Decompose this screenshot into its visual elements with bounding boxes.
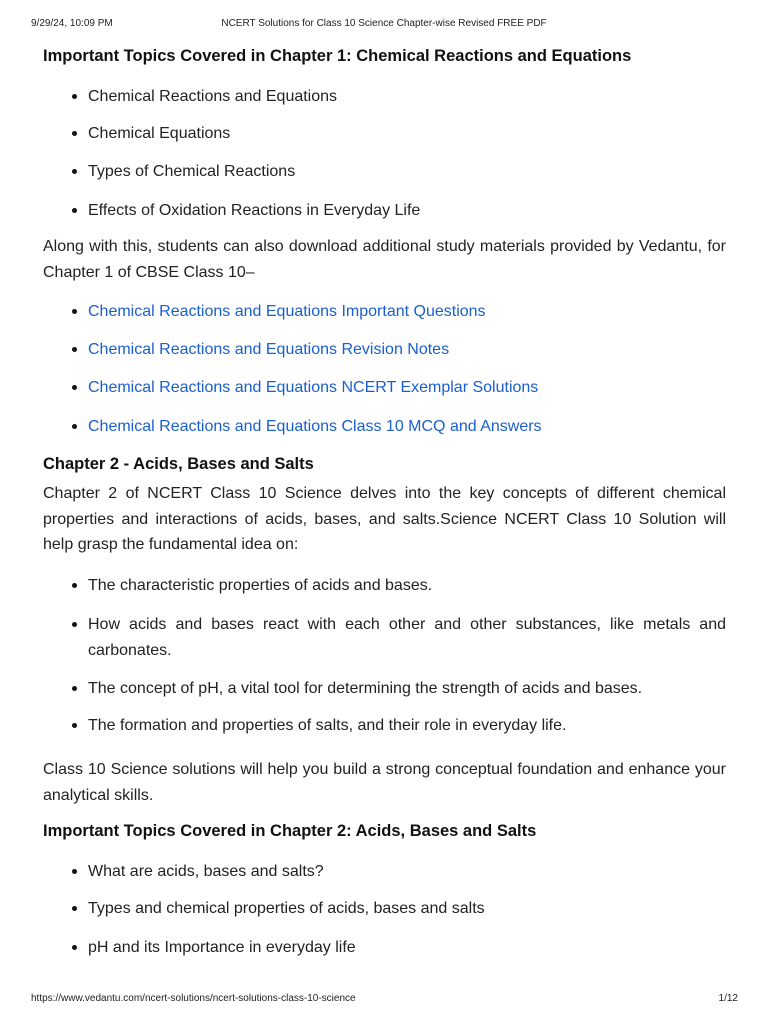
bullet-icon xyxy=(72,309,77,314)
list-item xyxy=(88,896,726,922)
link-text[interactable]: Chemical Reactions and Equations Important Questions xyxy=(88,303,486,320)
print-datetime: 9/29/24, 10:09 PM xyxy=(31,18,113,29)
chapter2-heading: Chapter 2 - Acids, Bases and Salts xyxy=(43,455,314,473)
bullet-icon xyxy=(72,869,77,874)
bullet-icon xyxy=(72,723,77,728)
bullet-icon xyxy=(72,622,77,627)
list-item-text: How acids and bases react with each other and other substances, like metals and carbonates. xyxy=(88,616,726,659)
chapter2-closing: Class 10 Science solutions will help you build a strong conceptual foundation and enhance your analytical skills. xyxy=(43,761,726,804)
list-item-text: pH and its Importance in everyday life xyxy=(88,939,356,956)
bullet-icon xyxy=(72,347,77,352)
bullet-icon xyxy=(72,945,77,950)
print-url: https://www.vedantu.com/ncert-solutions/ncert-solutions-class-10-science xyxy=(31,993,356,1004)
study-material-link[interactable] xyxy=(88,337,726,363)
list-item-text: Types and chemical properties of acids, bases and salts xyxy=(88,900,485,917)
list-item xyxy=(88,84,726,110)
bullet-icon xyxy=(72,424,77,429)
print-page-title: NCERT Solutions for Class 10 Science Chapter-wise Revised FREE PDF xyxy=(221,18,547,29)
list-item-text: The concept of pH, a vital tool for determining the strength of acids and bases. xyxy=(88,680,643,697)
link-text[interactable]: Chemical Reactions and Equations Revision Notes xyxy=(88,341,450,358)
list-item-text: Types of Chemical Reactions xyxy=(88,163,296,180)
bullet-icon xyxy=(72,906,77,911)
link-text[interactable]: Chemical Reactions and Equations NCERT Exemplar Solutions xyxy=(88,379,539,396)
list-item xyxy=(88,713,726,739)
bullet-icon xyxy=(72,385,77,390)
bullet-icon xyxy=(72,686,77,691)
bullet-icon xyxy=(72,208,77,213)
page-number: 1/12 xyxy=(718,993,738,1004)
list-item xyxy=(88,676,726,702)
study-material-link[interactable] xyxy=(88,299,726,325)
list-item xyxy=(88,159,726,185)
list-item xyxy=(88,198,726,224)
list-item xyxy=(88,859,726,885)
list-item xyxy=(88,573,726,599)
study-material-link[interactable] xyxy=(88,414,726,440)
chapter2-description: Chapter 2 of NCERT Class 10 Science delves into the key concepts of different chemical properties and interactions of acids, bases, and salts.Science NCERT Class 10 Solution will help grasp the fundamental idea on: xyxy=(43,485,726,553)
list-item-text: The formation and properties of salts, and their role in everyday life. xyxy=(88,717,567,734)
list-item xyxy=(88,935,726,961)
study-material-link[interactable] xyxy=(88,375,726,401)
bullet-icon xyxy=(72,583,77,588)
link-text[interactable]: Chemical Reactions and Equations Class 10 MCQ and Answers xyxy=(88,418,542,435)
bullet-icon xyxy=(72,169,77,174)
list-item xyxy=(88,121,726,147)
list-item-text: Chemical Reactions and Equations xyxy=(88,88,338,105)
bullet-icon xyxy=(72,131,77,136)
section2-heading: Important Topics Covered in Chapter 2: Acids, Bases and Salts xyxy=(43,822,537,840)
list-item xyxy=(88,612,726,663)
list-item-text: What are acids, bases and salts? xyxy=(88,863,324,880)
study-materials-intro: Along with this, students can also download additional study materials provided by Vedantu, for Chapter 1 of CBSE Class 10– xyxy=(43,238,726,281)
list-item-text: The characteristic properties of acids and bases. xyxy=(88,577,433,594)
list-item-text: Effects of Oxidation Reactions in Everyday Life xyxy=(88,202,421,219)
section1-heading: Important Topics Covered in Chapter 1: Chemical Reactions and Equations xyxy=(43,47,632,65)
bullet-icon xyxy=(72,94,77,99)
list-item-text: Chemical Equations xyxy=(88,125,231,142)
